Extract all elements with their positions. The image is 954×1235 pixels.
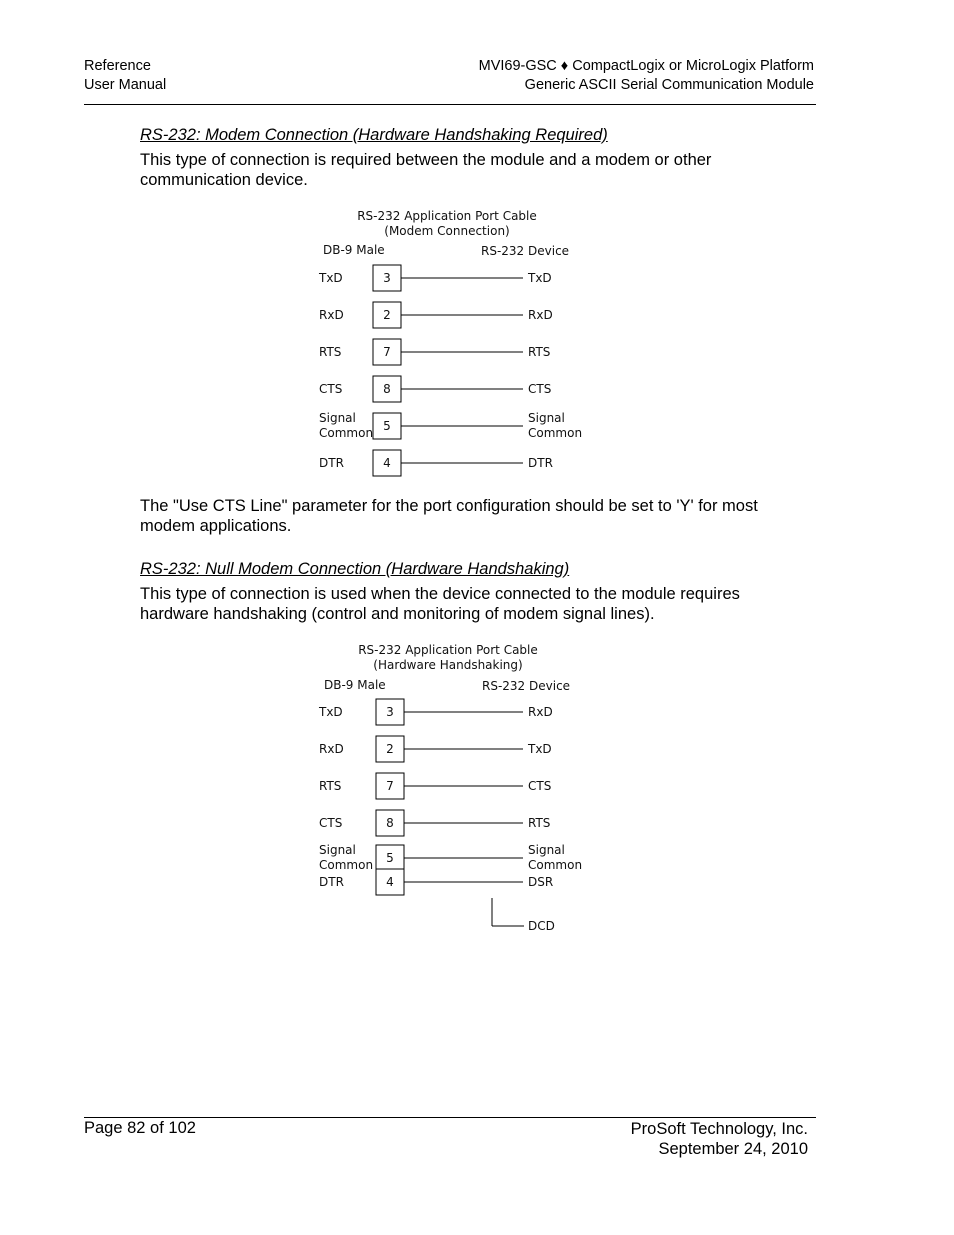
diagram2-left-header: DB-9 Male xyxy=(324,678,386,692)
section1-title: RS-232: Modem Connection (Hardware Handshaking Required) xyxy=(140,126,608,144)
pin-row xyxy=(319,450,553,476)
diagram1-title-2: (Modem Connection) xyxy=(384,224,510,238)
right-signal-label: TxD xyxy=(528,742,552,756)
pin-number: 8 xyxy=(383,382,391,396)
left-signal-label: RTS xyxy=(319,345,342,359)
right-signal-label: CTS xyxy=(528,382,552,396)
left-signal-label: RxD xyxy=(319,308,344,322)
left-signal-label: Signal xyxy=(319,843,356,857)
pin-number: 5 xyxy=(386,851,394,865)
pin-row xyxy=(319,376,551,402)
diagram1-title-1: RS-232 Application Port Cable xyxy=(357,209,537,223)
pin-row xyxy=(319,773,551,799)
pin-number: 8 xyxy=(386,816,394,830)
right-signal-label: Signal xyxy=(528,843,565,857)
header-doc-type: User Manual xyxy=(84,77,167,93)
pin-row xyxy=(319,736,552,762)
right-signal-label: Signal xyxy=(528,411,565,425)
right-signal-label-2: Common xyxy=(528,426,583,440)
right-signal-label: RxD xyxy=(528,308,553,322)
diagram1-right-header: RS-232 Device xyxy=(481,244,570,258)
left-signal-label: TxD xyxy=(319,271,343,285)
modem-connection-diagram xyxy=(300,205,600,480)
pin-row xyxy=(319,869,553,895)
left-signal-label: DTR xyxy=(319,875,344,889)
left-signal-label: DTR xyxy=(319,456,344,470)
pin-row xyxy=(319,411,582,440)
left-signal-label: Signal xyxy=(319,411,356,425)
left-signal-label: CTS xyxy=(319,382,343,396)
right-signal-label-2: Common xyxy=(528,858,583,872)
right-signal-label: RTS xyxy=(528,816,551,830)
right-signal-label: DTR xyxy=(528,456,553,470)
pin-number: 7 xyxy=(383,345,391,359)
pin-number: 5 xyxy=(383,419,391,433)
pin-number: 2 xyxy=(386,742,394,756)
header-product: MVI69-GSC ♦ CompactLogix or MicroLogix Platform xyxy=(478,58,814,74)
header-right xyxy=(479,57,814,95)
right-signal-label: RTS xyxy=(528,345,551,359)
left-signal-label: RxD xyxy=(319,742,344,756)
right-signal-label: RxD xyxy=(528,705,553,719)
left-signal-label: RTS xyxy=(319,779,342,793)
pin-number: 2 xyxy=(383,308,391,322)
pin-number: 7 xyxy=(386,779,394,793)
company-name: ProSoft Technology, Inc. xyxy=(630,1120,808,1138)
diagram2-title-2: (Hardware Handshaking) xyxy=(373,658,523,672)
footer-right xyxy=(631,1119,808,1159)
header-module: Generic ASCII Serial Communication Module xyxy=(524,77,814,93)
publish-date: September 24, 2010 xyxy=(658,1140,808,1158)
left-signal-label: TxD xyxy=(319,705,343,719)
left-signal-label-2: Common xyxy=(319,426,374,440)
null-modem-diagram xyxy=(300,640,600,940)
header-left xyxy=(84,57,166,95)
left-signal-label-2: Common xyxy=(319,858,374,872)
branch-label-dcd: DCD xyxy=(528,919,555,933)
diagram2-right-header: RS-232 Device xyxy=(482,679,571,693)
pin-row xyxy=(318,265,552,291)
pin-row xyxy=(319,810,550,836)
left-signal-label: CTS xyxy=(319,816,343,830)
section2-intro: This type of connection is used when the device connected to the module requires hardware handshaking (control and monitoring of modem signal lines). xyxy=(140,585,740,623)
section1-note: The "Use CTS Line" parameter for the port configuration should be set to 'Y' for most modem applications. xyxy=(140,497,758,535)
right-signal-label: DSR xyxy=(528,875,554,889)
pin-number: 4 xyxy=(386,875,394,889)
diagram2-title-1: RS-232 Application Port Cable xyxy=(358,643,538,657)
diagram1-left-header: DB-9 Male xyxy=(323,243,385,257)
right-signal-label: TxD xyxy=(528,271,552,285)
pin-row xyxy=(319,339,550,365)
pin-row xyxy=(319,843,582,872)
pin-number: 3 xyxy=(386,705,394,719)
pin-row xyxy=(318,699,553,725)
right-signal-label: CTS xyxy=(528,779,552,793)
pin-row xyxy=(319,302,553,328)
pin-number: 4 xyxy=(383,456,391,470)
section1-intro: This type of connection is required between the module and a modem or other communication device. xyxy=(140,151,712,189)
pin-number: 3 xyxy=(383,271,391,285)
footer-rule xyxy=(84,1117,816,1118)
header-section: Reference xyxy=(84,58,151,74)
page-number: Page 82 of 102 xyxy=(84,1119,196,1137)
header-rule xyxy=(84,104,816,105)
section2-title: RS-232: Null Modem Connection (Hardware Handshaking) xyxy=(140,560,570,578)
